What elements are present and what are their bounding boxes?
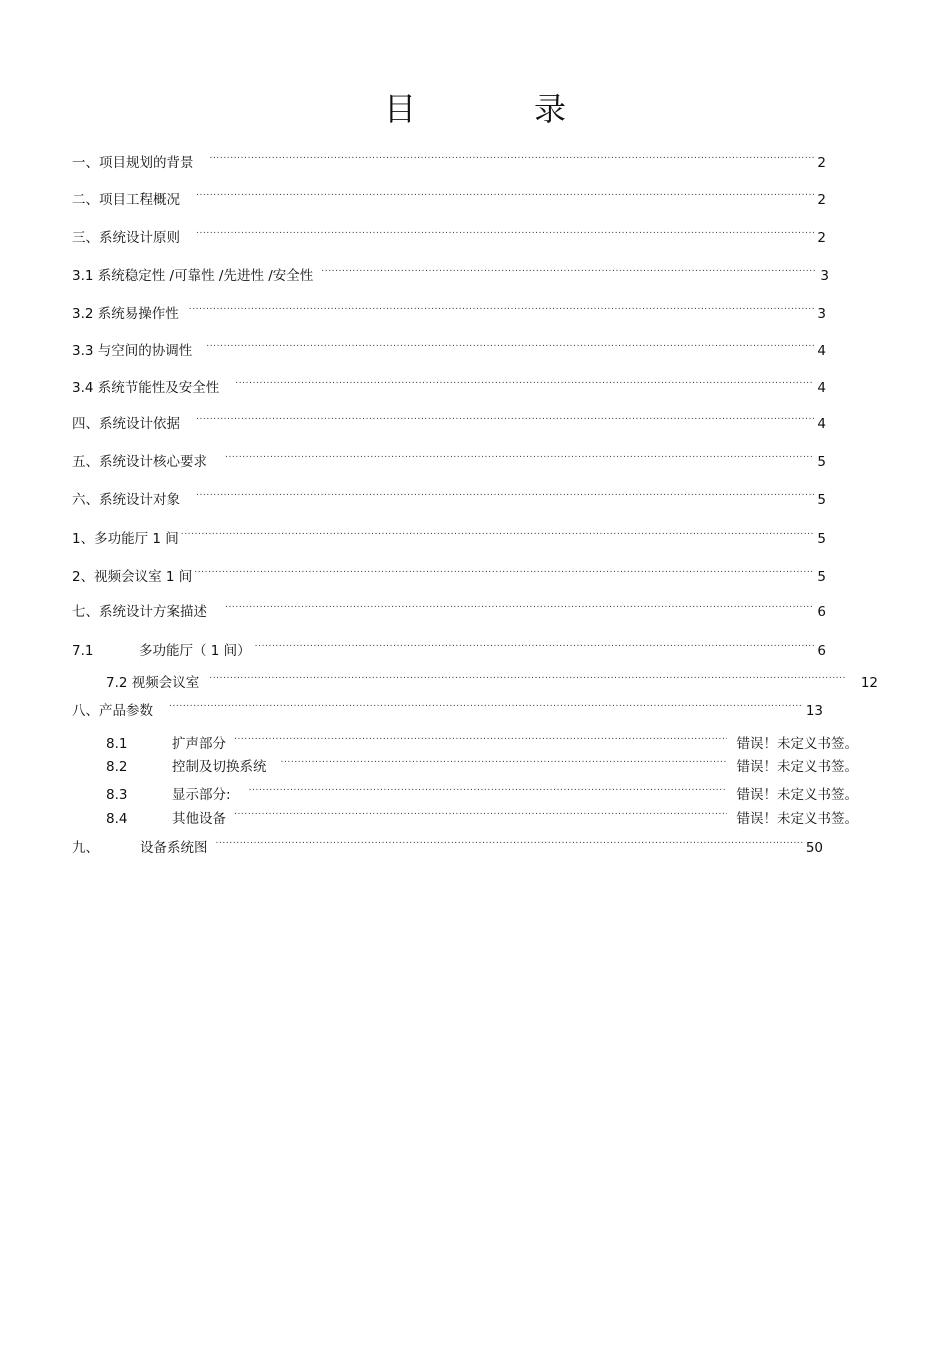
toc-entry-label: 控制及切换系统 [172, 759, 267, 775]
toc-leader-dots [194, 563, 814, 581]
toc-leader-dots [196, 410, 814, 428]
toc-entry[interactable] [72, 563, 826, 586]
toc-entry-label: 五、系统设计核心要求 [72, 454, 207, 470]
toc-entry-page: 2 [817, 230, 826, 246]
toc-leader-dots [225, 598, 814, 616]
toc-leader-dots [196, 186, 814, 204]
toc-entry-page: 3 [820, 268, 829, 284]
toc-leader-dots [281, 753, 727, 771]
toc-entry[interactable] [72, 410, 826, 433]
toc-entry[interactable] [72, 697, 823, 720]
toc-entry-page: 4 [817, 380, 826, 396]
toc-entry-label: 二、项目工程概况 [72, 192, 180, 208]
toc-entry-page: 错误！未定义书签。 [736, 736, 858, 752]
toc-entry-label: 3.2 系统易操作性 [72, 306, 179, 322]
toc-entry-label: 3.4 系统节能性及安全性 [72, 380, 220, 396]
toc-entry-page: 错误！未定义书签。 [736, 787, 858, 803]
toc-entry[interactable] [72, 262, 829, 285]
toc-entry-page: 4 [817, 416, 826, 432]
toc-entry-page: 5 [817, 531, 826, 547]
toc-entry-number: 8.3 [106, 787, 128, 803]
toc-entry-label: 7.2 视频会议室 [106, 675, 200, 691]
toc-entry[interactable] [72, 637, 826, 660]
toc-entry-page: 13 [805, 703, 823, 719]
toc-entry-label: 七、系统设计方案描述 [72, 604, 207, 620]
toc-entry[interactable] [72, 834, 823, 857]
toc-entry[interactable] [72, 186, 826, 209]
toc-entry[interactable] [106, 730, 858, 753]
toc-entry-label: 三、系统设计原则 [72, 230, 180, 246]
toc-entry-page: 5 [817, 492, 826, 508]
toc-leader-dots [169, 697, 803, 715]
toc-leader-dots [189, 300, 815, 318]
toc-entry-label: 八、产品参数 [72, 703, 153, 719]
toc-leader-dots [196, 486, 814, 504]
toc-entry-number: 8.2 [106, 759, 128, 775]
toc-entry[interactable] [106, 669, 878, 692]
toc-entry-page: 2 [817, 155, 826, 171]
toc-leader-dots [255, 637, 815, 655]
toc-entry-number: 8.1 [106, 736, 128, 752]
toc-entry-page: 12 [860, 675, 878, 691]
toc-entry[interactable] [106, 781, 858, 804]
toc-leader-dots [249, 781, 727, 799]
toc-leader-dots [235, 374, 814, 392]
toc-leader-dots [196, 224, 814, 242]
toc-entry-label: 1、多功能厅 1 间 [72, 531, 179, 547]
toc-entry[interactable] [106, 805, 858, 828]
toc-entry-page: 6 [817, 643, 826, 659]
toc-entry[interactable] [72, 300, 826, 323]
toc-entry-label: 3.1 系统稳定性 /可靠性 /先进性 /安全性 [72, 268, 314, 284]
toc-title [0, 84, 950, 130]
toc-entry[interactable] [72, 486, 826, 509]
toc-entry-label: 六、系统设计对象 [72, 492, 180, 508]
toc-entry-page: 5 [817, 569, 826, 585]
title-char-1: 目 [383, 90, 416, 128]
toc-entry-label: 其他设备 [172, 811, 226, 827]
toc-entry-label: 四、系统设计依据 [72, 416, 180, 432]
toc-entry[interactable] [72, 224, 826, 247]
toc-leader-dots [234, 805, 727, 823]
toc-entry[interactable] [72, 525, 826, 548]
toc-entry-label: 显示部分: [172, 787, 231, 803]
toc-entry-label: 扩声部分 [172, 736, 226, 752]
toc-entry-page: 3 [817, 306, 826, 322]
toc-entry-label: 3.3 与空间的协调性 [72, 343, 193, 359]
toc-entry-label: 多功能厅（ 1 间） [139, 643, 251, 659]
toc-entry-label: 2、视频会议室 1 间 [72, 569, 193, 585]
toc-entry[interactable] [72, 374, 826, 397]
toc-entry-number: 九、 [72, 840, 99, 856]
toc-entry-page: 50 [805, 840, 823, 856]
toc-leader-dots [234, 730, 727, 748]
toc-entry-label: 设备系统图 [140, 840, 208, 856]
toc-entry-page: 2 [817, 192, 826, 208]
toc-leader-dots [181, 525, 815, 543]
toc-entry-page: 4 [817, 343, 826, 359]
toc-leader-dots [225, 448, 814, 466]
toc-entry[interactable] [72, 337, 826, 360]
toc-leader-dots [210, 149, 815, 167]
toc-entry-page: 错误！未定义书签。 [736, 811, 858, 827]
title-char-2: 录 [534, 90, 567, 128]
toc-entry-page: 5 [817, 454, 826, 470]
toc-leader-dots [216, 834, 803, 852]
toc-entry-page: 6 [817, 604, 826, 620]
toc-entry[interactable] [72, 598, 826, 621]
toc-entry[interactable] [106, 753, 858, 776]
toc-entry-label: 一、项目规划的背景 [72, 155, 194, 171]
toc-leader-dots [321, 262, 817, 280]
toc-entry-number: 8.4 [106, 811, 128, 827]
toc-entry[interactable] [72, 149, 826, 172]
toc-leader-dots [209, 669, 845, 687]
toc-entry-page: 错误！未定义书签。 [736, 759, 858, 775]
toc-leader-dots [206, 337, 814, 355]
toc-entry[interactable] [72, 448, 826, 471]
toc-entry-number: 7.1 [72, 643, 94, 659]
